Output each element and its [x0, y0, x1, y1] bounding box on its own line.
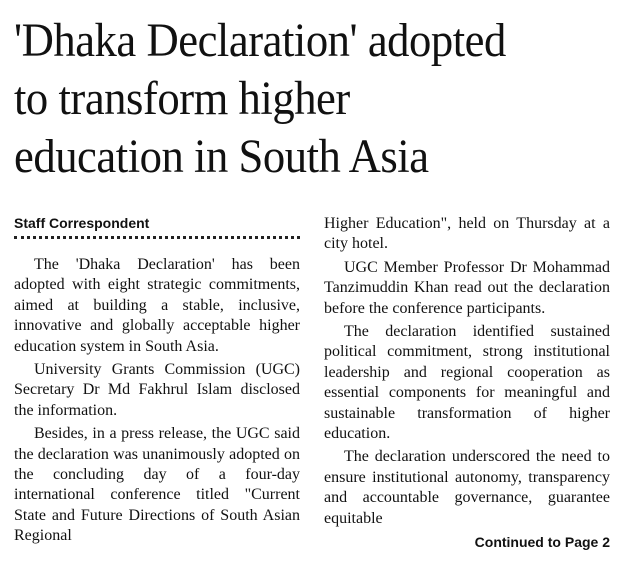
paragraph: University Grants Commission (UGC) Secretary Dr Md Fakhrul Islam disclosed the information.: [14, 361, 300, 419]
paragraph: The 'Dhaka Declaration' has been adopted with eight strategic commitments, aimed at building a stable, inclusive, innovative and globally acceptable higher education system in South Asia.: [14, 256, 300, 355]
byline: Staff Correspondent: [14, 215, 150, 231]
paragraph: Higher Education", held on Thursday at a city hotel.: [324, 215, 610, 253]
column-right: [324, 214, 610, 553]
dotted-divider: [14, 236, 300, 239]
headline: [14, 12, 619, 186]
headline-line-2: to transform higher: [14, 72, 350, 125]
article-body: [14, 214, 610, 553]
column-left: [14, 214, 300, 553]
paragraph: Besides, in a press release, the UGC said the declaration was unanimously adopted on the concluding day of a four-day international conference titled "Current State and Future Directions of South Asian Regional: [14, 425, 300, 545]
headline-line-1: 'Dhaka Declaration' adopted: [14, 14, 506, 67]
headline-line-3: education in South Asia: [14, 130, 429, 183]
continued-to-page-link[interactable]: Continued to Page 2: [474, 534, 610, 551]
paragraph: The declaration identified sustained political commitment, strong institutional leadership and regional cooperation as essential components for meaningful and sustainable transformation of higher education.: [324, 323, 610, 443]
paragraph: UGC Member Professor Dr Mohammad Tanzimuddin Khan read out the declaration before the conference participants.: [324, 258, 610, 317]
paragraph: The declaration underscored the need to ensure institutional autonomy, transparency and accountable governance, guarantee equitable: [324, 448, 610, 527]
